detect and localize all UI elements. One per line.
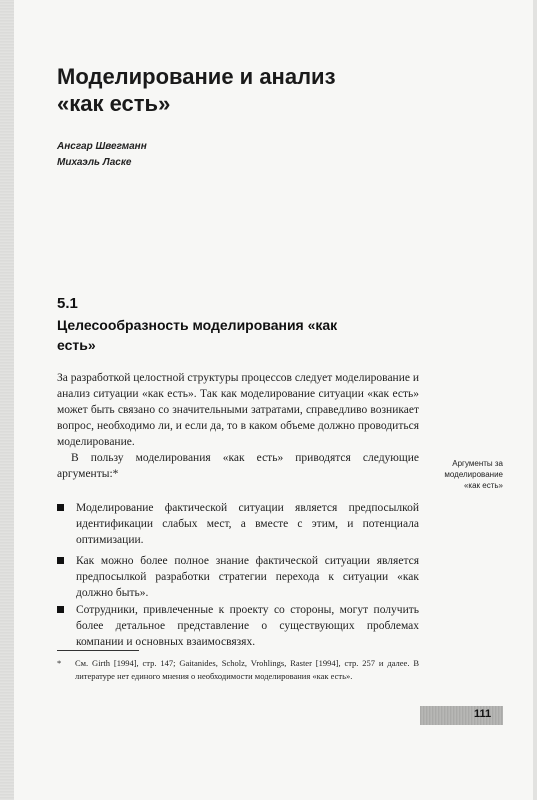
scan-shadow-right [533,0,537,800]
footnote-divider [57,650,139,651]
section-number: 5.1 [57,295,78,312]
bullet-item-3 [57,602,419,650]
footnote-marker: * [57,658,62,668]
scan-shadow-left [0,0,14,800]
section-title-line-2: есть» [57,337,96,353]
author-2: Михаэль Ласке [57,157,132,168]
body-text [57,370,419,482]
margin-note-line-1: Аргументы за [452,459,503,468]
paragraph-2: В пользу моделирования «как есть» приводятся следующие аргументы:* [57,452,419,480]
footnote [57,657,419,683]
margin-note [425,458,503,491]
margin-note-line-3: «как есть» [463,481,503,490]
bullet-item-1 [57,500,419,548]
chapter-title-line-2: «как есть» [57,91,171,116]
paragraph-1: За разработкой целостной структуры процессов следует моделирование и анализ ситуации «как есть». Так как моделирование ситуации «как есть» может быть связано со значительными затратами, справедливо возникает вопрос, необходимо ли, и если да, то в каком объеме должно проводиться моделирование. [57,372,419,448]
footnote-text: См. Girth [1994], стр. 147; Gaitanides, Scholz, Vrohlings, Raster [1994], стр. 257 и далее. В литературе нет единого мнения о необходимости моделирования «как есть». [75,658,419,681]
bullet-text-2: Как можно более полное знание фактической ситуации является предпосылкой разработки стратегии перехода к ситуации «как должно быть». [76,555,419,599]
bullet-text-3: Сотрудники, привлеченные к проекту со стороны, могут получить более детальное представление о существующих проблемах компании и основных взаимосвязях. [76,604,419,648]
chapter-title-line-1: Моделирование и анализ [57,64,336,89]
bullet-text-1: Моделирование фактической ситуации является предпосылкой идентификации слабых мест, а вместе с этим, и потенциала оптимизации. [76,502,419,546]
chapter-title [57,63,417,117]
section-title-line-1: Целесообразность моделирования «как [57,317,338,333]
bullet-square-icon [57,606,64,613]
bullet-item-2 [57,553,419,601]
margin-note-line-2: моделирование [444,470,503,479]
bullet-square-icon [57,557,64,564]
section-title [57,315,417,355]
page-number: 111 [474,708,492,720]
bullet-square-icon [57,504,64,511]
author-1: Ансгар Швегманн [57,141,147,152]
